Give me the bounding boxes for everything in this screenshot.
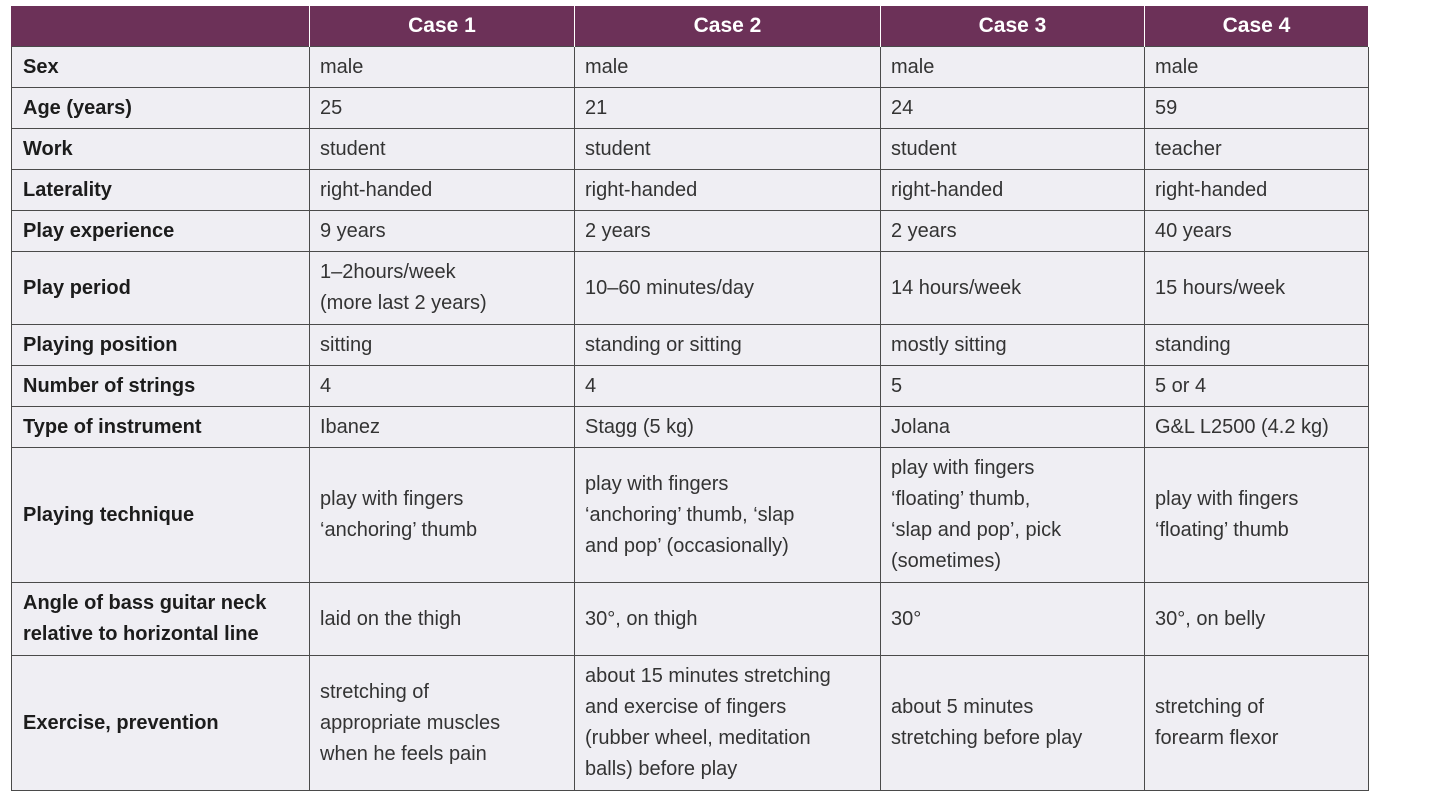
table-cell: right-handed [575, 170, 881, 211]
header-case-2: Case 2 [575, 6, 881, 47]
table-cell: mostly sitting [881, 325, 1145, 366]
table-cell: 15 hours/week [1145, 252, 1369, 325]
table-cell: standing or sitting [575, 325, 881, 366]
table-cell: 9 years [310, 211, 575, 252]
table-cell: 1–2hours/week (more last 2 years) [310, 252, 575, 325]
row-label: Sex [12, 47, 310, 88]
table-cell: 4 [575, 366, 881, 407]
table-cell: standing [1145, 325, 1369, 366]
table-row-play-period [12, 252, 1369, 325]
table-row-work [12, 129, 1369, 170]
case-comparison-table [11, 6, 1369, 791]
table-row-playing-position [12, 325, 1369, 366]
table-cell: 21 [575, 88, 881, 129]
table-cell: right-handed [310, 170, 575, 211]
table-cell: student [575, 129, 881, 170]
row-label: Play period [12, 252, 310, 325]
table-cell: 14 hours/week [881, 252, 1145, 325]
table-cell: play with fingers ‘anchoring’ thumb [310, 448, 575, 583]
table-row-sex [12, 47, 1369, 88]
table-cell: stretching of forearm flexor [1145, 656, 1369, 791]
row-label: Work [12, 129, 310, 170]
table-cell: 2 years [575, 211, 881, 252]
table-cell: 40 years [1145, 211, 1369, 252]
table-row-play-experience [12, 211, 1369, 252]
table-row-number-of-strings [12, 366, 1369, 407]
table-cell: 24 [881, 88, 1145, 129]
table-cell: male [575, 47, 881, 88]
table-cell: student [881, 129, 1145, 170]
table-row-exercise-prevention [12, 656, 1369, 791]
table-cell: sitting [310, 325, 575, 366]
table-row-type-of-instrument [12, 407, 1369, 448]
header-case-3: Case 3 [881, 6, 1145, 47]
table-row-playing-technique [12, 448, 1369, 583]
table-cell: 5 [881, 366, 1145, 407]
table-cell: 2 years [881, 211, 1145, 252]
table-row-laterality [12, 170, 1369, 211]
table-cell: male [881, 47, 1145, 88]
table-row-neck-angle [12, 583, 1369, 656]
table-cell: play with fingers ‘floating’ thumb, ‘slap and pop’, pick (sometimes) [881, 448, 1145, 583]
table-cell: right-handed [881, 170, 1145, 211]
table-cell: 30°, on belly [1145, 583, 1369, 656]
table-cell: 30° [881, 583, 1145, 656]
row-label: Playing position [12, 325, 310, 366]
row-label: Playing technique [12, 448, 310, 583]
table-row-age [12, 88, 1369, 129]
row-label: Age (years) [12, 88, 310, 129]
row-label: Play experience [12, 211, 310, 252]
table-cell: 59 [1145, 88, 1369, 129]
row-label: Angle of bass guitar neck relative to horizontal line [12, 583, 310, 656]
table-cell: 4 [310, 366, 575, 407]
table-cell: right-handed [1145, 170, 1369, 211]
table-cell: stretching of appropriate muscles when he feels pain [310, 656, 575, 791]
header-case-4: Case 4 [1145, 6, 1369, 47]
table-cell: about 15 minutes stretching and exercise of fingers (rubber wheel, meditation balls) before play [575, 656, 881, 791]
table-cell: laid on the thigh [310, 583, 575, 656]
table-cell: Ibanez [310, 407, 575, 448]
row-label: Laterality [12, 170, 310, 211]
table-header-row [12, 6, 1369, 47]
table-cell: Jolana [881, 407, 1145, 448]
header-corner-cell [12, 6, 310, 47]
table-cell: 10–60 minutes/day [575, 252, 881, 325]
table-cell: G&L L2500 (4.2 kg) [1145, 407, 1369, 448]
table-cell: about 5 minutes stretching before play [881, 656, 1145, 791]
table-cell: student [310, 129, 575, 170]
table-cell: play with fingers ‘floating’ thumb [1145, 448, 1369, 583]
table-cell: Stagg (5 kg) [575, 407, 881, 448]
table-cell: play with fingers ‘anchoring’ thumb, ‘slap and pop’ (occasionally) [575, 448, 881, 583]
table-cell: male [310, 47, 575, 88]
row-label: Exercise, prevention [12, 656, 310, 791]
row-label: Type of instrument [12, 407, 310, 448]
table-cell: 5 or 4 [1145, 366, 1369, 407]
table-cell: 30°, on thigh [575, 583, 881, 656]
table-cell: male [1145, 47, 1369, 88]
case-table-container [11, 6, 1368, 791]
table-cell: 25 [310, 88, 575, 129]
row-label: Number of strings [12, 366, 310, 407]
table-cell: teacher [1145, 129, 1369, 170]
header-case-1: Case 1 [310, 6, 575, 47]
